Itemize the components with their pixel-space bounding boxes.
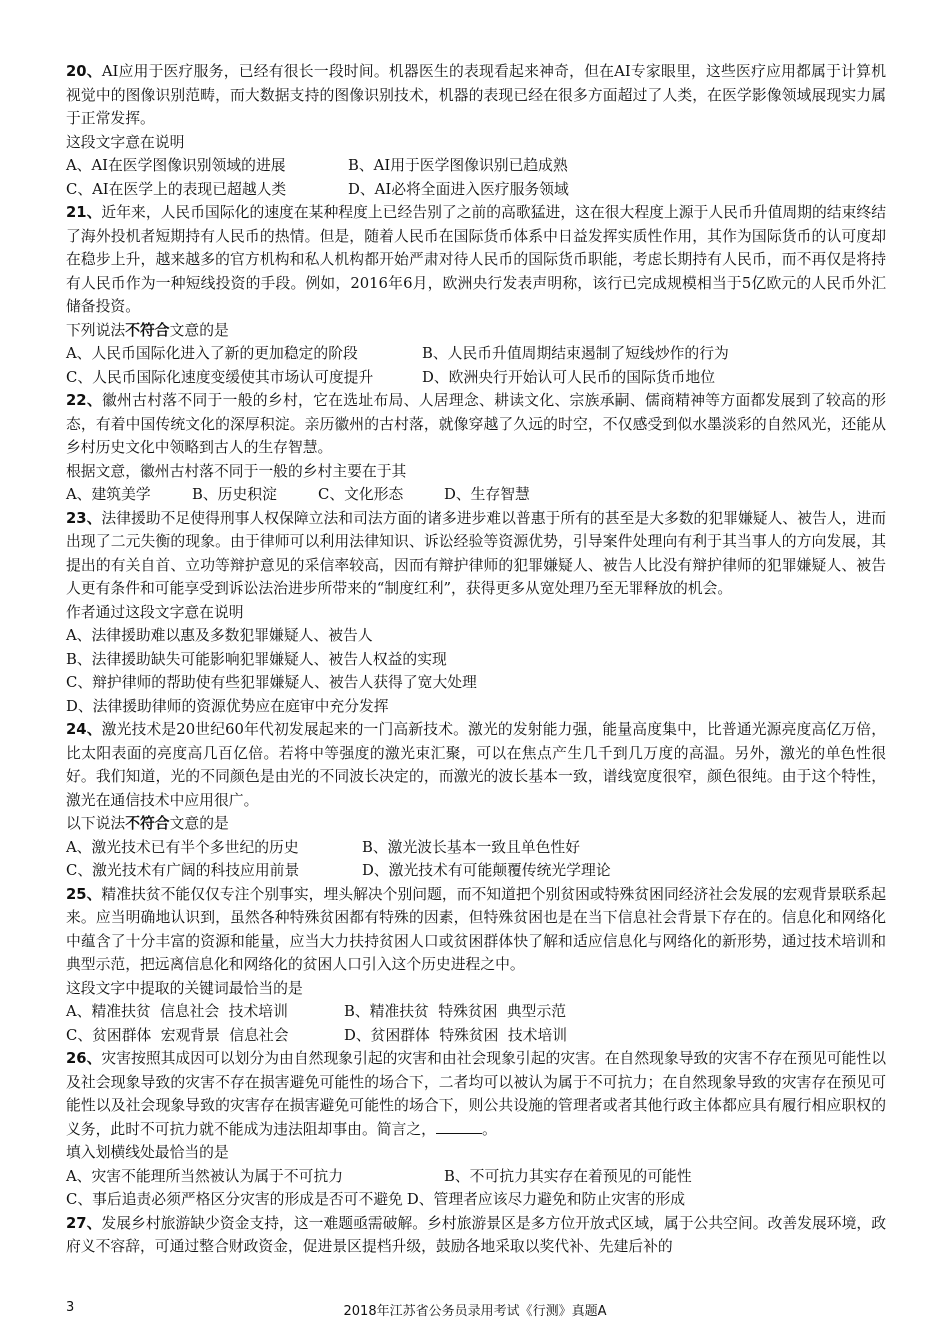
question-24 [66, 718, 886, 883]
options-row [66, 154, 886, 178]
question-stem: 以下说法不符合文意的是 [66, 815, 229, 832]
question-stem: 这段文字意在说明 [66, 133, 185, 151]
option-b[interactable]: B、人民币升值周期结束遏制了短线炒作的行为 [422, 345, 729, 362]
option-d[interactable]: D、法律援助律师的资源优势应在庭审中充分发挥 [66, 697, 389, 715]
question-26 [66, 1047, 886, 1212]
option-b[interactable]: B、历史积淀 [192, 486, 277, 503]
option-d[interactable]: D、生存智慧 [444, 486, 530, 503]
question-number: 20、 [66, 63, 102, 80]
option-a[interactable]: A、人民币国际化进入了新的更加稳定的阶段 [66, 345, 358, 362]
option-b[interactable]: B、AI用于医学图像识别已趋成熟 [348, 157, 568, 174]
question-23 [66, 507, 886, 719]
options-row [66, 1000, 886, 1024]
option-c[interactable]: C、激光技术有广阔的科技应用前景 [66, 862, 300, 879]
option-c[interactable]: C、事后追责必须严格区分灾害的形成是否可不避免 [66, 1191, 403, 1208]
option-c[interactable]: C、文化形态 [318, 486, 404, 503]
option-a[interactable]: A、灾害不能理所当然被认为属于不可抗力 [66, 1167, 344, 1185]
question-stem: 下列说法不符合文意的是 [66, 321, 229, 339]
option-c[interactable]: C、AI在医学上的表现已超越人类 [66, 180, 287, 198]
option-a[interactable]: A、法律援助难以惠及多数犯罪嫌疑人、被告人 [66, 627, 373, 644]
question-number: 24、 [66, 721, 102, 738]
option-d[interactable]: D、AI必将全面进入医疗服务领域 [348, 180, 569, 198]
question-number: 27、 [66, 1214, 102, 1232]
question-stem: 这段文字中提取的关键词最恰当的是 [66, 979, 303, 997]
question-stem: 根据文意，徽州古村落不同于一般的乡村主要在于其 [66, 462, 407, 480]
passage: 20、AI应用于医疗服务，已经有很长一段时间。机器医生的表现看起来神奇，但在AI专家眼里，这些医疗应用都属于计算机视觉中的图像识别范畴，而大数据支持的图像识别技术，机器的表现已经在很多方面超过了人类，在医学影像领域展现实力属于正常发挥。 [66, 63, 887, 127]
options-row [66, 836, 886, 860]
question-number: 26、 [66, 1050, 102, 1067]
passage: 23、法律援助不足使得刑事人权保障立法和司法方面的诸多进步难以普惠于所有的甚至是大多数的犯罪嫌疑人、被告人，进而出现了二元失衡的现象。由于律师可以利用法律知识、诉讼经验等资源优势，引导案件处理向有利于其当事人的方向发展，其提出的有关自首、立功等辩护意见的采信率较高，因而有辩护律师的犯罪嫌疑人、被告人比没有辩护律师的犯罪嫌疑人、被告人更有条件和可能享受到诉讼法治进步所带来的“制度红利”，获得更多从宽处理乃至无罪释放的机会。 [66, 509, 886, 597]
question-21 [66, 201, 886, 389]
question-number: 22、 [66, 392, 102, 409]
option-d[interactable]: D、激光技术有可能颠覆传统光学理论 [362, 862, 611, 879]
options-row [66, 366, 886, 390]
passage: 24、激光技术是20世纪60年代初发展起来的一门高新技术。激光的发射能力强，能量高度集中，比普通光源亮度高亿万倍，比太阳表面的亮度高几百亿倍。若将中等强度的激光束汇聚，可以在焦点产生几千到几万度的高温。另外，激光的单色性很好。我们知道，光的不同颜色是由光的不同波长决定的，而激光的波长基本一致，谱线宽度很窄，颜色很纯。由于这个特性，激光在通信技术中应用很广。 [66, 721, 886, 809]
footer-title: 2018年江苏省公务员录用考试《行测》真题A [343, 1304, 607, 1319]
option-a[interactable]: A、AI在医学图像识别领域的进展 [66, 157, 286, 174]
question-22 [66, 389, 886, 507]
passage: 25、精准扶贫不能仅仅专注个别事实，埋头解决个别问题，而不知道把个别贫困或特殊贫困同经济社会发展的宏观背景联系起来。应当明确地认识到，虽然各种特殊贫困都有特殊的因素，但特殊贫困也是在当下信息社会背景下存在的。信息化和网络化中蕴含了十分丰富的资源和能量，应当大力扶持贫困人口或贫困群体快了解和适应信息化与网络化的新形势，通过技术培训和典型示范，把远离信息化和网络化的贫困人口引入这个历史进程之中。 [66, 885, 886, 973]
passage: 27、发展乡村旅游缺少资金支持，这一难题亟需破解。乡村旅游景区是多方位开放式区域，属于公共空间。改善发展环境，政府义不容辞，可通过整合财政资金，促进景区提档升级，鼓励各地采取以奖代补、先建后补的 [66, 1214, 886, 1255]
options-row [66, 1024, 886, 1048]
option-c[interactable]: C、贫困群体 宏观背景 信息社会 [66, 1026, 289, 1044]
options-row [66, 1188, 886, 1212]
passage: 22、徽州古村落不同于一般的乡村，它在选址布局、人居理念、耕读文化、宗族承嗣、儒商精神等方面都发展到了较高的形态，有着中国传统文化的深厚积淀。亲历徽州的古村落，就像穿越了久远的时空，不仅感受到似水墨淡彩的自然风光，还能从乡村历史文化中领略到古人的生存智慧。 [66, 392, 886, 456]
options-row [66, 859, 886, 883]
question-number: 21、 [66, 204, 102, 221]
option-b[interactable]: B、激光波长基本一致且单色性好 [362, 838, 581, 856]
options-row [66, 178, 886, 202]
options-row [66, 342, 886, 366]
question-27 [66, 1212, 886, 1259]
question-number: 23、 [66, 509, 102, 527]
option-d[interactable]: D、欧洲央行开始认可人民币的国际货币地位 [422, 368, 716, 386]
options-row [66, 1165, 886, 1189]
option-b[interactable]: B、不可抗力其实存在着预见的可能性 [444, 1167, 692, 1185]
question-stem: 作者通过这段文字意在说明 [66, 603, 244, 621]
option-a[interactable]: A、激光技术已有半个多世纪的历史 [66, 838, 299, 856]
option-b[interactable]: B、精准扶贫 特殊贫困 典型示范 [344, 1003, 567, 1020]
page-number: 3 [66, 1300, 75, 1315]
option-a[interactable]: A、建筑美学 [66, 486, 151, 503]
option-c[interactable]: C、辩护律师的帮助使有些犯罪嫌疑人、被告人获得了宽大处理 [66, 674, 477, 691]
exam-page [66, 60, 886, 1259]
option-d[interactable]: D、管理者应该尽力避免和防止灾害的形成 [406, 1191, 686, 1208]
options-row [66, 483, 886, 507]
option-b[interactable]: B、法律援助缺失可能影响犯罪嫌疑人、被告人权益的实现 [66, 650, 447, 668]
option-c[interactable]: C、人民币国际化速度变缓使其市场认可度提升 [66, 368, 374, 386]
fill-in-blank[interactable] [436, 1119, 482, 1134]
option-a[interactable]: A、精准扶贫 信息社会 技术培训 [66, 1003, 288, 1020]
question-number: 25、 [66, 885, 102, 903]
passage: 21、近年来，人民币国际化的速度在某种程度上已经告别了之前的高歌猛进，这在很大程度上源于人民币升值周期的结束终结了海外投机者短期持有人民币的热情。但是，随着人民币在国际货币体系中日益发挥实质性作用，其作为国际货币的认可度却在稳步上升，越来越多的官方机构和私人机构都开始严肃对待人民币的国际货币职能，考虑长期持有人民币，而不再仅是将持有人民币作为一种短线投资的手段。例如，2016年6月，欧洲央行发表声明称，该行已完成规模相当于5亿欧元的人民币外汇储备投资。 [66, 204, 886, 315]
question-20 [66, 60, 886, 201]
passage: 26、灾害按照其成因可以划分为由自然现象引起的灾害和由社会现象引起的灾害。在自然现象导致的灾害不存在预见可能性以及社会现象导致的灾害不存在损害避免可能性的场合下，二者均可以被认为属于不可抗力；在自然现象导致的灾害存在预见可能性以及社会现象导致的灾害存在损害避免可能性的场合下，则公共设施的管理者或者其他行政主体都应具有履行相应职权的义务，此时不可抗力就不能成为违法阻却事由。简言之， 。 [66, 1050, 886, 1138]
question-stem: 填入划横线处最恰当的是 [66, 1144, 229, 1161]
option-d[interactable]: D、贫困群体 特殊贫困 技术培训 [344, 1026, 568, 1044]
question-25 [66, 883, 886, 1048]
